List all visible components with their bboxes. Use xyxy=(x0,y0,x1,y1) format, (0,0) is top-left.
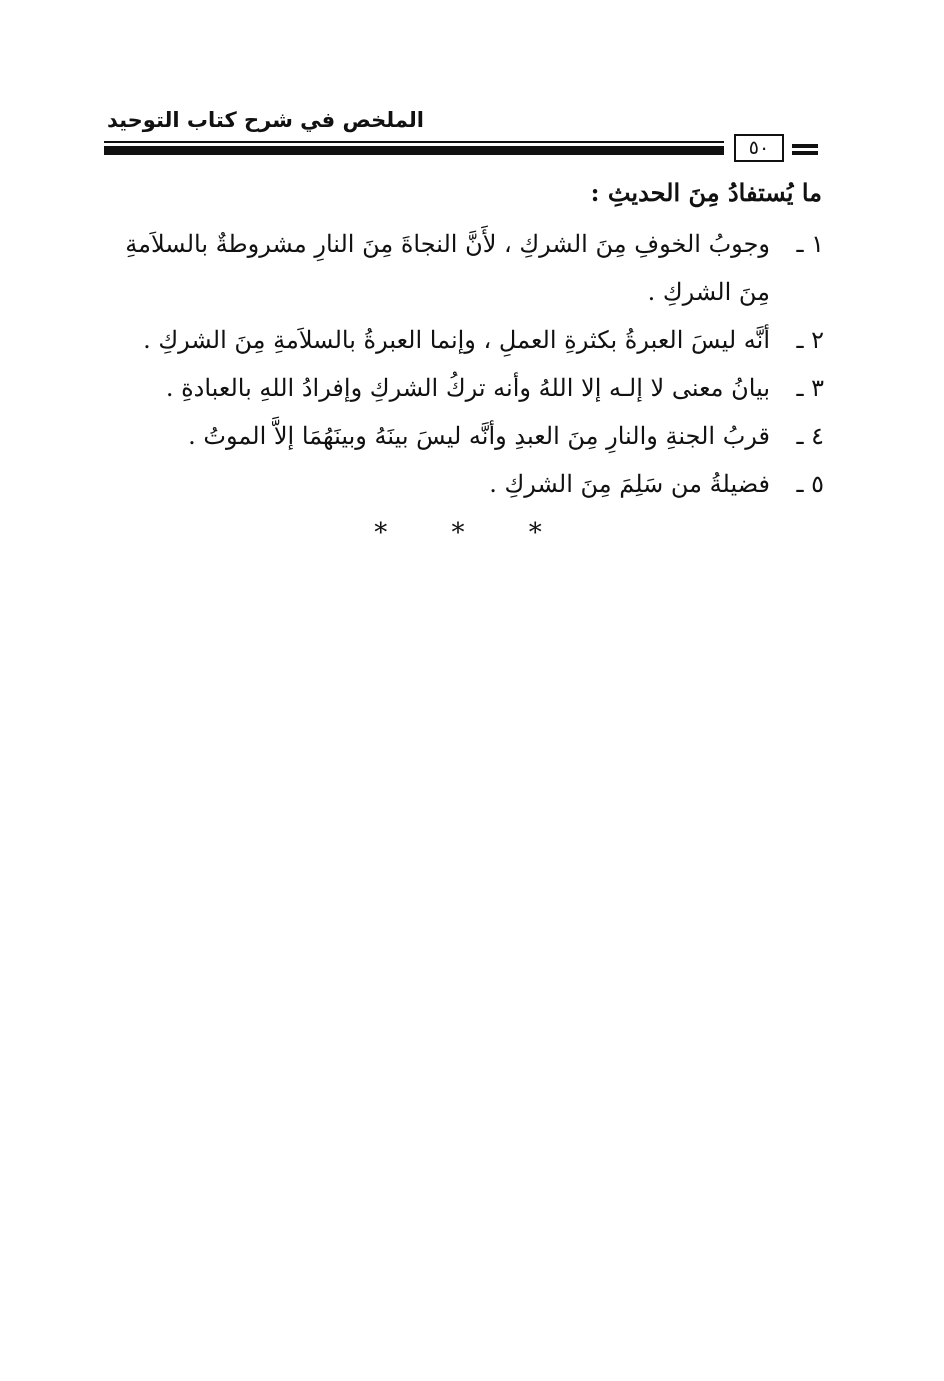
list-item xyxy=(104,364,824,412)
list-item xyxy=(104,412,824,460)
page-number: ٥٠ xyxy=(734,134,784,162)
list-item xyxy=(104,460,824,508)
item-text: فضيلةُ من سَلِمَ مِنَ الشركِ . xyxy=(489,470,770,498)
section-heading: ما يُستفادُ مِنَ الحديثِ : xyxy=(590,178,822,207)
item-number: ٣ ـ xyxy=(796,374,824,402)
item-text: قربُ الجنةِ والنارِ مِنَ العبدِ وأنَّه ليسَ بينَهُ وبينَهُمَا إلاَّ الموتُ . xyxy=(188,422,770,450)
section-divider-stars: * * * xyxy=(374,518,570,548)
header-rule-thin xyxy=(104,141,724,143)
item-number: ٢ ـ xyxy=(796,326,824,354)
item-text: أنَّه ليسَ العبرةُ بكثرةِ العملِ ، وإنما العبرةُ بالسلاَمةِ مِنَ الشركِ . xyxy=(143,326,770,354)
item-text: بيانُ معنى لا إلـه إلا اللهُ وأنه تركُ الشركِ وإفرادُ اللهِ بالعبادةِ . xyxy=(165,374,770,402)
header-dash-ornament xyxy=(792,140,818,158)
benefits-list xyxy=(104,220,824,508)
item-number: ١ ـ xyxy=(796,230,824,258)
item-number: ٥ ـ xyxy=(796,470,824,498)
item-number: ٤ ـ xyxy=(796,422,824,450)
running-title: الملخص في شرح كتاب التوحيد xyxy=(106,108,424,132)
item-text: وجوبُ الخوفِ مِنَ الشركِ ، لأَنَّ النجاةَ مِنَ النارِ مشروطةٌ بالسلاَمةِ مِنَ الشركِ . xyxy=(125,230,770,306)
list-item xyxy=(104,316,824,364)
header-rule-thick xyxy=(104,146,724,155)
list-item xyxy=(104,220,824,316)
section-content xyxy=(104,172,824,508)
